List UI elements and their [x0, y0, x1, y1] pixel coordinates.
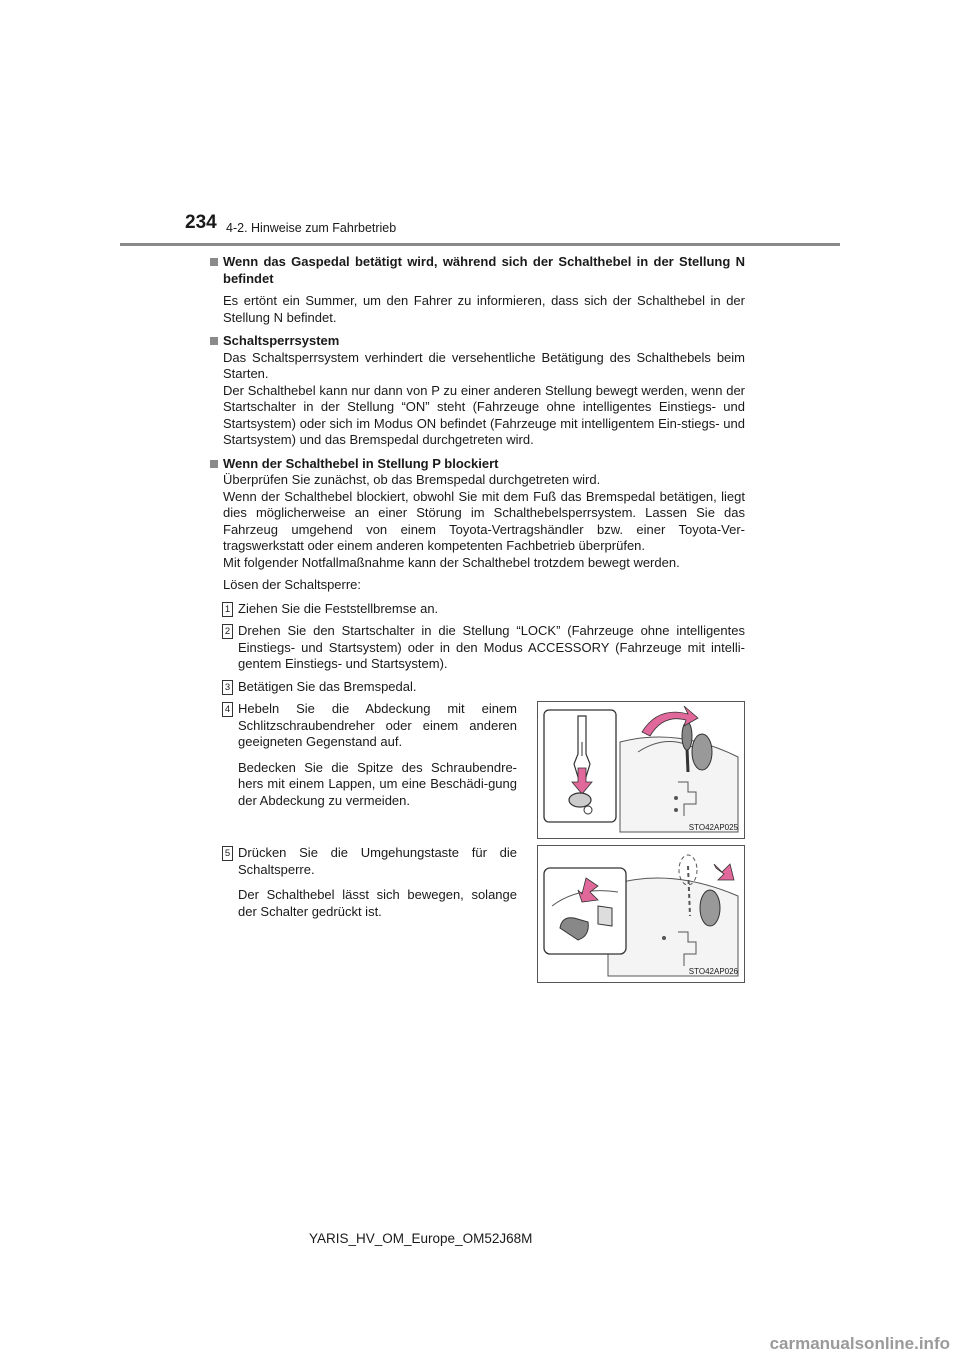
step-4 [210, 701, 517, 839]
footer-document-id: YARIS_HV_OM_Europe_OM52J68M [309, 1231, 533, 1246]
step-note: Der Schalthebel lässt sich bewegen, solange der Schalter gedrückt ist. [238, 887, 517, 919]
paragraph: Mit folgender Notfallmaßnahme kann der Schalthebel trotzdem bewegt werden. [223, 554, 680, 570]
watermark: carmanualsonline.info [769, 1334, 950, 1353]
paragraph: Es ertönt ein Summer, um den Fahrer zu informieren, dass sich der Schalthebel in der Stellung N befindet. [223, 293, 745, 325]
step-number: 3 [222, 680, 233, 695]
section-lever-blocked [210, 456, 745, 594]
step-5 [210, 845, 517, 983]
step-text: Hebeln Sie die Abdeckung mit einem Schlitzschraubendreher oder einem anderen geeigneten Gegenstand auf. [238, 701, 517, 749]
release-intro: Lösen der Schaltsperre: [223, 577, 362, 592]
header-rule [120, 243, 840, 246]
step-3 [210, 679, 745, 696]
step-text: Betätigen Sie das Bremspedal. [238, 678, 417, 694]
step-4-row [210, 701, 745, 839]
paragraph: Das Schaltsperrsystem verhindert die versehentliche Betätigung des Schalthebels beim Starten. [223, 349, 745, 381]
figure-pry-cover [537, 701, 745, 839]
paragraph: Wenn der Schalthebel blockiert, obwohl Sie mit dem Fuß das Bremspedal betätigen, liegt dies möglicherweise an einer Störung im Schalthebelsperrsystem. Lassen Sie das Fahrzeug umgehend von einem Toyota-Vertragshändler bzw. einer Toyota-Ver-tragswerkstatt oder einem anderen kompetenten Fachbetrieb überprüfen. [223, 488, 745, 553]
section-heading: Wenn das Gaspedal betätigt wird, während sich der Schalthebel in der Stellung N befindet [210, 254, 745, 287]
section-title: 4-2. Hinweise zum Fahrbetrieb [226, 221, 397, 235]
step-text: Drücken Sie die Umgehungstaste für die Schaltsperre. [238, 845, 517, 877]
step-5-row [210, 845, 745, 983]
step-text: Drehen Sie den Startschalter in die Stellung “LOCK” (Fahrzeuge ohne intelligentes Einstiegs- und Startsystem) oder in den Modus ACCESSORY (Fahrzeuge mit intelli-gentem Einstiegs- und Startsystem). [238, 623, 745, 671]
step-note: Bedecken Sie die Spitze des Schraubendre-hers mit einem Lappen, um eine Beschädi-gung der Abdeckung zu vermeiden. [238, 759, 517, 808]
step-number: 1 [222, 602, 233, 617]
paragraph: Überprüfen Sie zunächst, ob das Bremspedal durchgetreten wird. [223, 472, 601, 487]
step-1 [210, 601, 745, 618]
step-2 [210, 623, 745, 673]
figure-bypass-button [537, 845, 745, 983]
figure-label: STO42AP026 [688, 966, 738, 976]
step-number: 5 [222, 846, 233, 861]
pry-cover-illustration [538, 702, 744, 838]
page-content [210, 254, 745, 983]
section-accelerator-n [210, 254, 745, 326]
page-number: 234 [185, 212, 217, 233]
section-shift-lock-system [210, 333, 745, 449]
step-text: Ziehen Sie die Feststellbremse an. [238, 600, 439, 616]
bypass-button-illustration [538, 846, 744, 982]
section-heading: Wenn der Schalthebel in Stellung P blockiert [210, 456, 745, 473]
step-number: 4 [222, 702, 233, 717]
step-number: 2 [222, 624, 233, 639]
paragraph: Der Schalthebel kann nur dann von P zu einer anderen Stellung bewegt werden, wenn der Startschalter in der Stellung “ON” steht (Fahrzeuge ohne intelligentes Einstiegs- und Startsystem) oder sich im Modus ON befindet (Fahrzeuge mit intelligentem Ein-stiegs- und Startsystem) und das Bremspedal durchgetreten wird. [223, 382, 745, 447]
figure-label: STO42AP025 [688, 822, 738, 832]
section-heading: Schaltsperrsystem [210, 333, 745, 350]
